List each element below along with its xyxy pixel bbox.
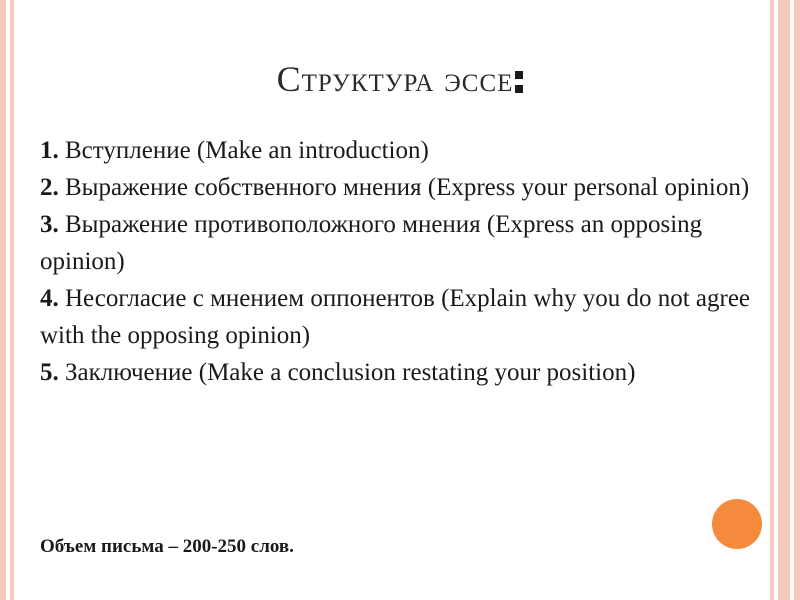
list-item-number: 5. xyxy=(40,359,59,386)
list-item xyxy=(40,132,770,169)
slide-title-text: Структура эссе xyxy=(276,59,514,99)
list-item-number: 2. xyxy=(40,174,59,201)
list-item-number: 1. xyxy=(40,137,59,164)
title-colon-mark xyxy=(515,71,523,93)
list-item-text: Заключение (Make a conclusion restating your position) xyxy=(58,359,636,386)
list-item xyxy=(40,169,770,206)
list-item xyxy=(40,354,770,391)
orange-circle-decoration xyxy=(712,499,762,549)
list-item-number: 3. xyxy=(40,211,59,238)
essay-structure-list xyxy=(40,132,770,391)
slide-title xyxy=(0,58,800,100)
list-item-number: 4. xyxy=(40,285,59,312)
list-item xyxy=(40,206,770,280)
word-count-note: Объем письма – 200-250 слов. xyxy=(40,536,294,557)
list-item xyxy=(40,280,770,354)
list-item-text: Выражение собственного мнения (Express your personal opinion) xyxy=(58,174,750,201)
list-item-text: Несогласие с мнением оппонентов (Explain why you do not agree with the opposing opinion) xyxy=(40,285,751,349)
list-item-text: Выражение противоположного мнения (Express an opposing opinion) xyxy=(40,211,703,275)
list-item-text: Вступление (Make an introduction) xyxy=(58,137,429,164)
